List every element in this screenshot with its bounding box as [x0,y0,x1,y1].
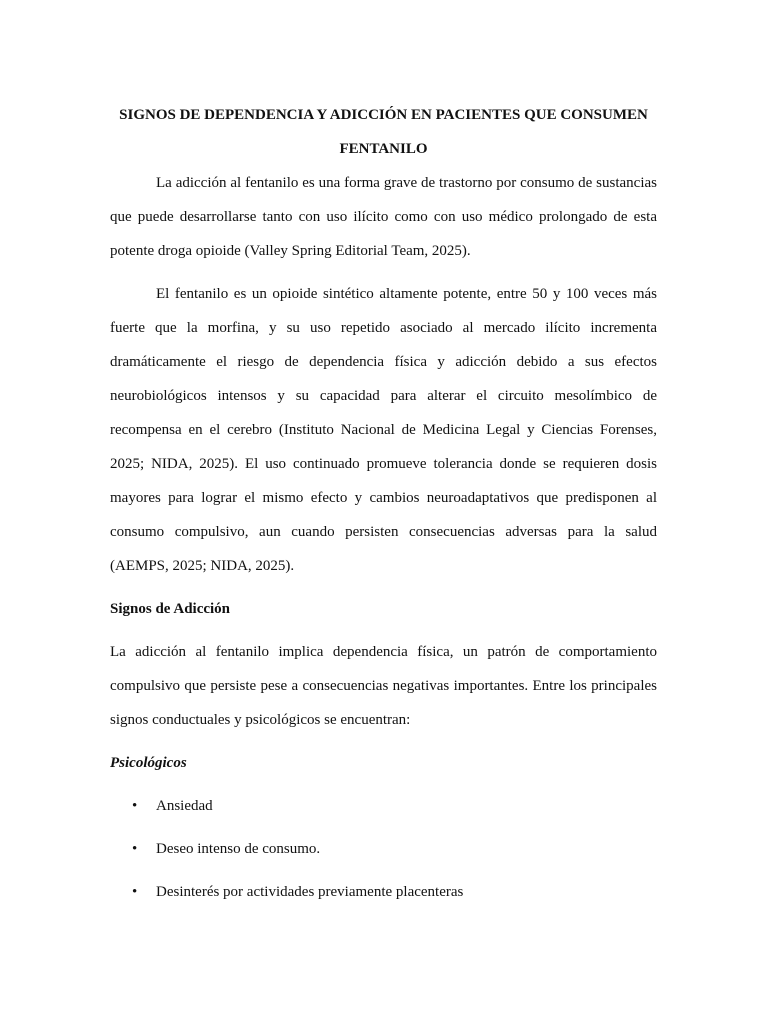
psychological-signs-list [110,789,657,909]
paragraph-signs-intro: La adicción al fentanilo implica dependencia física, un patrón de comportamiento compulsivo que persiste pese a consecuencias negativas importantes. Entre los principales signos conductuales y psicológicos se encuentran: [110,644,657,728]
bullet-icon: • [132,841,138,857]
list-item-text: Ansiedad [156,798,213,814]
paragraph-intro: La adicción al fentanilo es una forma grave de trastorno por consumo de sustancias que puede desarrollarse tanto con uso ilícito como con uso médico prolongado de esta potente droga opioide (Valley Spring Editorial Team, 2025). [110,175,657,259]
list-item [110,789,657,823]
list-item-text: Desinterés por actividades previamente placenteras [156,884,464,900]
paragraph-fentanyl-description: El fentanilo es un opioide sintético altamente potente, entre 50 y 100 veces más fuerte que la morfina, y su uso repetido asociado al mercado ilícito incrementa dramáticamente el riesgo de dependencia física y adicción debido a sus efectos neurobiológicos intensos y su capacidad para alterar el circuito mesolímbico de recompensa en el cerebro (Instituto Nacional de Medicina Legal y Ciencias Forenses, 2025; NIDA, 2025). El uso continuado promueve tolerancia donde se requieren dosis mayores para lograr el mismo efecto y cambios neuroadaptativos que predisponen al consumo compulsivo, aun cuando persisten consecuencias adversas para la salud (AEMPS, 2025; NIDA, 2025). [110,286,657,574]
title-line-2: FENTANILO [339,141,428,157]
list-item [110,875,657,909]
bullet-icon: • [132,884,138,900]
document-title [110,98,657,166]
list-item [110,832,657,866]
bullet-icon: • [132,798,138,814]
subsection-heading-psychological: Psicológicos [110,755,187,771]
list-item-text: Deseo intenso de consumo. [156,841,321,857]
section-heading-signs: Signos de Adicción [110,601,231,617]
document-body [110,98,657,918]
title-line-1: SIGNOS DE DEPENDENCIA Y ADICCIÓN EN PACIENTES QUE CONSUMEN [119,107,648,123]
